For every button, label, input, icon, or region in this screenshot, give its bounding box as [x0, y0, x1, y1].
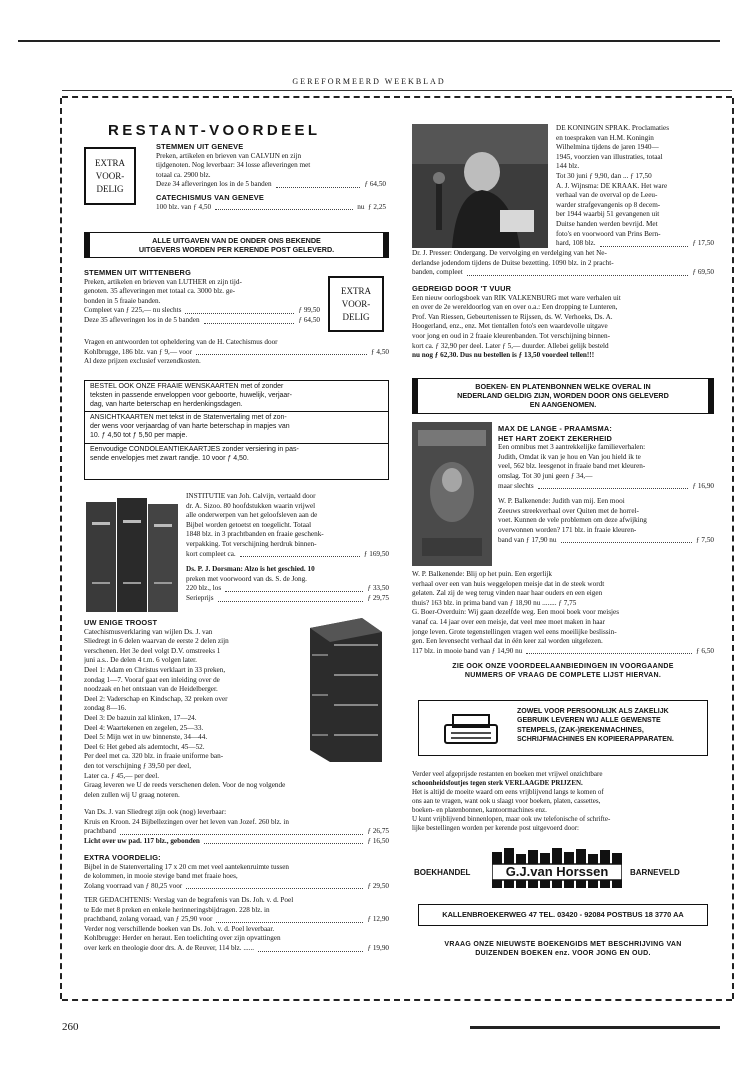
address-box: KALLENBROEKERWEG 47 TEL. 03420 - 92084 POSTBUS 18 3770 AA	[418, 904, 708, 926]
troost-books-photo	[304, 614, 388, 766]
wittenberg-section: STEMMEN UIT WITTENBERG Preken, artikelen en brieven van LUTHER en zijn tijd- genoten. 35 afleveringen met totaal ca. 3000 blz. ge- bonden in 5 fraaie banden. Compleet van ƒ 225,— nu slechts ƒ 99,50 Deze 35 afleveringen los in de 5 banden ƒ 64,50	[84, 268, 320, 324]
price-line: over kerk en theologie door drs. A. de Reuver, 114 blz. ...... ƒ 19,90	[84, 943, 389, 952]
ansichtkaarten-row: ANSICHTKAARTEN met tekst in de Statenvertaling met of zon- der wens voor verjaardag of van harte beterschap in mapjes van 10. ƒ 4,50 tot ƒ 5,50 per mapje.	[85, 412, 388, 443]
price-line: maar slechts ƒ 16,90	[498, 481, 714, 490]
balkenende-section: W. P. Balkenende: Blij op het puin. Een ergerlijk verhaal over een van huis weggelopen meisje dat in de steek wordt gelaten. Zal zij de weg terug vinden naar haar ouders en een eigen thuis? 163 blz. in prima band van ƒ 18,90 nu ........ ƒ 7,75 G. Boer-Overduin: Wij gaan dezelfde weg. Een mooi boek voor meisjes vanaf ca. 14 jaar over een meisje, dat veel mee moet maken in haar jonge leven. Grote tegenstellingen vragen wel eens moeilijke beslissin- gen. Een levensecht verhaal dat in één keer zal worden uitgelezen. 117 blz. in mooie band van ƒ 14,90 nu ƒ 6,50	[412, 570, 714, 655]
price-line: 100 blz. van ƒ 4,50 nu ƒ 2,25	[156, 202, 386, 211]
presser-section: Dr. J. Presser: Ondergang. De vervolging en verdelging van het Ne- derlandse jodendom tijdens de Duitse bezetting. 1090 blz. in 2 pracht- banden, compleet ƒ 69,50	[412, 249, 714, 277]
gedachtenis-section: TER GEDACHTENIS: Verslag van de begrafenis van Ds. Joh. v. d. Poel te Ede met 8 preken en enkele herinneringsbijdragen. 228 blz. in prachtband, zolang voraad, van ƒ 25,90 voor ƒ 12,90 Verder nog verschillende boeken van Ds. Joh. v. d. Poel leverbaar. Kohlbrugge: Herder en heraut. Een toelichting over zijn opvattingen over kerk en theologie door drs. A. de Reuver, 114 blz. ...... ƒ 19,90	[84, 896, 389, 952]
final-notice: VRAAG ONZE NIEUWSTE BOEKENGIDS MET BESCHRIJVING VAN DUIZENDEN BOEKEN enz. VOOR JONG EN OUD.	[444, 941, 682, 958]
notice-voorgaande: ZIE OOK ONZE VOORDEELAANBIEDINGEN IN VOORGAANDE NUMMERS OF VRAAG DE COMPLETE LIJST HIERVAN.	[452, 663, 674, 680]
price-line: kort compleet ca. ƒ 169,50	[186, 549, 389, 558]
institutie-section: INSTITUTIE van Joh. Calvijn, vertaald door dr. A. Sizoo. 80 hoofdstukken waarin vrijwel alle onderwerpen van het geloofsleven aan de Bijbel worden getoetst en toegelicht. Totaal 1848 blz. in 3 prachtbanden en fraaie geschenk- verpakking. Tot verschijning herdruk binnen- kort compleet ca. ƒ 169,50 Ds. P. J. Dorsman: Alzo is het geschied. 10 preken met voorwoord van ds. S. de Jong. 220 blz., los ƒ 33,50 Serieprijs ƒ 29,75	[186, 492, 389, 602]
vuur-section: GEDREIGD DOOR 'T VUUR Een nieuw oorlogsboek van RIK VALKENBURG met ware verhalen uit en over de 2e wereldoorlog van en over o.a.: Een dropping te Lunteren, Prof. Van Riessen, Gebeurtenissen te Rijssen, ds. W. Verhoeks, Ds. A. Hoogerland, enz., enz. Met tientallen foto's een waardevolle uitgave voor jong en oud in 2 fraaie kleurenbanden. Tot verschijning binnen- kort ca. ƒ 32,90 per deel. Later ƒ 5,— duurder. Allebei gelijk besteld nu nog ƒ 62,30. Dus nu bestellen is ƒ 13,50 voordeel tellen!!!	[412, 284, 621, 360]
price-line: Compleet van ƒ 225,— nu slechts ƒ 99,50	[84, 306, 320, 315]
top-rule	[18, 40, 720, 42]
koningin-section: DE KONINGIN SPRAK. Proclamaties en toespraken van H.M. Koningin Wilhelmina tijdens de jaren 1940— 1945, voorzien van illustraties, totaal 144 blz. Tot 30 juni ƒ 9,90, dan ... ƒ 17,50 A. J. Wijnsma: DE KRAAK. Het ware verhaal van de overval op de Leeu- warder strafgevangenis op 8 decem- ber 1944 waarbij 51 gevangenen uit Duitse handen werden bevrijd. Met foto's en voorwoord van Prins Bern- hard, 108 blz. ƒ 17,50	[556, 124, 714, 248]
institutie-books-photo	[84, 492, 180, 614]
header-rule	[62, 90, 732, 91]
notice-stempels: ZOWEL VOOR PERSOONLIJK ALS ZAKELIJK GEBRUIK LEVEREN WIJ ALLE GEWENSTE STEMPELS, (ZAK-)REKENMACHINES, SCHRIJFMACHINES EN KOPIEERAPPARATEN.	[418, 700, 708, 756]
boekhandel-logo: BOEKHANDEL G.J.van Horssen BARNEVELD	[412, 840, 714, 898]
price-line: band van ƒ 17,90 nu ƒ 7,50	[498, 535, 714, 544]
price-line: Serieprijs ƒ 29,75	[186, 593, 389, 602]
bottom-rule	[470, 1026, 720, 1029]
catechismus-section: Vragen en antwoorden tot opheldering van de H. Catechismus door Kohlbrugge, 186 blz. van ƒ 9,— voor ƒ 4,50 Al deze prijzen exclusief verzendkosten.	[84, 338, 389, 366]
condoleantie-row: Eenvoudige CONDOLEANTIEKAARTJES zonder versiering in pas- sende envelopjes met zwart randje. 10 voor ƒ 4,50.	[90, 445, 299, 462]
typewriter-icon	[441, 711, 501, 745]
price-line: Kohlbrugge, 186 blz. van ƒ 9,— voor ƒ 4,50	[84, 347, 389, 356]
price-line: prachtband ƒ 26,75	[84, 827, 389, 836]
notice-bonnen: BOEKEN- EN PLATENBONNEN WELKE OVERAL IN NEDERLAND GELDIG ZIJN, WORDEN DOOR ONS GELEVERD EN AANGENOMEN.	[412, 378, 714, 414]
extra-voordelig-stamp: EXTRA VOOR- DELIG	[84, 147, 136, 205]
price-line: 220 blz., los ƒ 33,50	[186, 584, 389, 593]
closing-text: Verder veel afgeprijsde restanten en boeken met vrijwel onzichtbare schoonheidsfoutjes tegen sterk VERLAAGDE PRIJZEN. Het is altijd de moeite waard om eens vrijblijvend langs te komen of ons aan te vragen, want ook u slaagt voor boeken, platen, cassettes, boeken- en platenbonnen, kantoormachines enz. U kunt vrijblijvend binnenlopen, maar ook uw telefonische of schrifte- lijke bestellingen worden per kerende post uitgevoerd door:	[412, 770, 611, 832]
extra-voordelig-section: EXTRA VOORDELIG: Bijbel in de Statenvertaling 17 x 20 cm met veel aantekenruimte tussen de kolommen, in mooie stevige band met fraaie hoes, Zolang voorraad van ƒ 80,25 voor ƒ 29,50	[84, 853, 389, 890]
price-line: 117 blz. in mooie band van ƒ 14,90 nu ƒ 6,50	[412, 646, 714, 655]
price-line: Zolang voorraad van ƒ 80,25 voor ƒ 29,50	[84, 881, 389, 890]
page-title: RESTANT-VOORDEEL	[108, 122, 321, 139]
notice-uitgaven: ALLE UITGAVEN VAN DE ONDER ONS BEKENDE UITGEVERS WORDEN PER KERENDE POST GELEVERD.	[84, 232, 389, 258]
price-line: Deze 34 afleveringen los in de 5 banden ƒ 64,50	[156, 180, 386, 189]
geneve-section: STEMMEN UIT GENEVE Preken, artikelen en brieven van CALVIJN en zijn tijdgenoten. Nog leverbaar: 34 losse afleveringen met totaal ca. 2900 blz. Deze 34 afleveringen los in de 5 banden ƒ 64,50 CATECHISMUS VAN GENEVE 100 blz. van ƒ 4,50 nu ƒ 2,25	[156, 142, 386, 211]
price-line: prachtband, zolang voraad, van ƒ 25,90 voor ƒ 12,90	[84, 915, 389, 924]
running-head: GEREFORMEERD WEEKBLAD	[292, 77, 446, 86]
price-line: banden, compleet ƒ 69,50	[412, 268, 714, 277]
koningin-photo	[412, 124, 548, 248]
book-spines-graphic: G.J.van Horssen	[492, 848, 622, 888]
price-line: hard, 108 blz. ƒ 17,50	[556, 239, 714, 248]
page-number: 260	[62, 1021, 79, 1033]
price-line: Licht over uw pad. 117 blz., gebonden ƒ 16,50	[84, 836, 389, 845]
troost-section: UW ENIGE TROOST Catechismusverklaring van wijlen Ds. J. van Sliedregt in 6 delen waarvan de eerste 2 delen zijn verschenen. Het 3e deel volgt D.V. omstreeks 1 juni a.s.. De delen 4 t.m. 6 volgen later. Deel 1: Adam en Christus verklaart in 33 preken, zondag 1—7. Vooraf gaat een inleiding over de noodzaak en het ontstaan van de Heidelberger. Deel 2: Vaderschap en Kindschap, 32 preken over zondag 8—16. Deel 3: De bazuin zal klinken, 17—24. Deel 4: Waartekenen en zegelen, 25—33. Deel 5: Mijn wet in uw binnenste, 34—44. Deel 6: Het gebed als ademtocht, 45—52. Per deel met ca. 320 blz. in fraaie uniforme ban- den tot verschijning ƒ 39,50 per deel, Later ca. ƒ 45,— per deel. Graag leveren we U de reeds verschenen delen. Voor de nog volgende delen zullen wij U graag noteren.	[84, 618, 286, 799]
extra-voordelig-stamp: EXTRA VOOR- DELIG	[328, 276, 384, 332]
hart-zoekt-zekerheid-cover	[412, 422, 492, 566]
wenskaarten-box	[84, 380, 389, 480]
max-de-lange-section: MAX DE LANGE - PRAAMSMA: HET HART ZOEKT ZEKERHEID Een omnibus met 3 aantrekkelijke familieverhalen: Judith, Omdat ik van je hou en Van jou hield ik te veel, 562 blz. leesgenot in fraaie band met kleuren- omslag. Tot 30 juni geen ƒ 34,— maar slechts ƒ 16,90 W. P. Balkenende: Judith van mij. Een mooi Zeeuws streekverhaal over Quiten met de horrel- voet. Kunnen de vele problemen om deze afwijking overwonnen worden? 171 blz. in fraaie kleuren- band van ƒ 17,90 nu ƒ 7,50	[498, 424, 714, 544]
kruis-section: Van Ds. J. van Sliedregt zijn ook (nog) leverbaar: Kruis en Kroon. 24 Bijbellezingen over het leven van Jozef. 260 blz. in prachtband ƒ 26,75 Licht over uw pad. 117 blz., gebonden ƒ 16,50	[84, 808, 389, 845]
price-line: Deze 35 afleveringen los in de 5 banden ƒ 64,50	[84, 315, 320, 324]
wenskaarten-row: BESTEL OOK ONZE FRAAIE WENSKAARTEN met of zonder teksten in passende enveloppen voor geboorte, huwelijk, verjaar- dag, van harte beterschap en herdenkingsdagen.	[85, 381, 388, 412]
